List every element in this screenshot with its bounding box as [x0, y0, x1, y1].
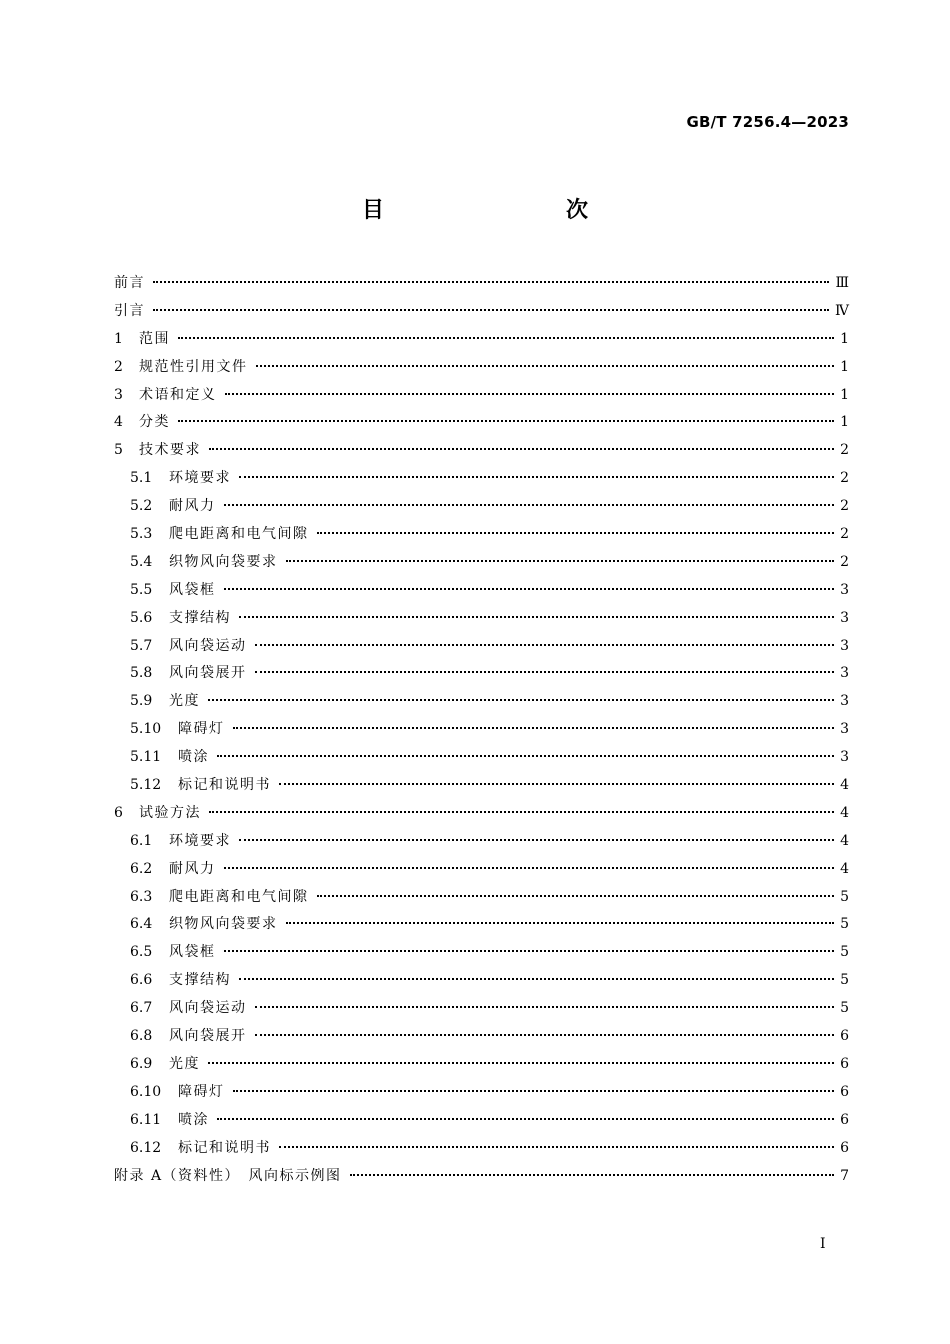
toc-entry-page: 6 [840, 1111, 849, 1128]
toc-entry[interactable] [114, 911, 849, 939]
toc-entry-page: 3 [840, 637, 849, 654]
toc-entry-page: 4 [840, 860, 849, 877]
toc-entry-page: 6 [840, 1055, 849, 1072]
toc-entry-label: 技术要求 [139, 442, 201, 459]
toc-dot-leader [255, 671, 835, 673]
toc-dot-leader [224, 588, 835, 590]
toc-entry-label: 附录 A（资料性） 风向标示例图 [114, 1167, 342, 1184]
toc-entry-page: 5 [840, 916, 849, 933]
toc-entry-label: 范围 [139, 330, 170, 347]
toc-entry-number: 5.5 [130, 581, 153, 598]
toc-entry-number: 6.5 [130, 944, 153, 961]
toc-entry-number: 6.7 [130, 1000, 153, 1017]
toc-entry-number: 6.2 [130, 860, 153, 877]
toc-dot-leader [239, 476, 834, 478]
toc-entry[interactable] [114, 1023, 849, 1051]
toc-entry-label: 爬电距离和电气间隙 [169, 888, 309, 905]
toc-entry-number: 5.10 [130, 721, 162, 738]
toc-entry[interactable] [114, 1163, 849, 1191]
toc-dot-leader [255, 644, 835, 646]
toc-dot-leader [255, 1034, 835, 1036]
toc-entry-number: 6.12 [130, 1139, 162, 1156]
toc-entry-label: 环境要求 [169, 470, 231, 487]
toc-entry[interactable] [114, 549, 849, 577]
toc-entry-page: 4 [840, 804, 849, 821]
toc-entry-label: 风向袋展开 [169, 1028, 247, 1045]
toc-entry-number: 6.1 [130, 832, 153, 849]
toc-entry[interactable] [114, 800, 849, 828]
toc-entry[interactable] [114, 354, 849, 382]
toc-entry-label: 风袋框 [169, 581, 216, 598]
toc-entry-page: 2 [840, 526, 849, 543]
toc-entry-label: 支撑结构 [169, 972, 231, 989]
toc-entry-label: 风向袋运动 [169, 1000, 247, 1017]
toc-entry[interactable] [114, 409, 849, 437]
toc-entry[interactable] [114, 326, 849, 354]
toc-entry-page: 2 [840, 553, 849, 570]
page-number: Ⅰ [820, 1236, 826, 1252]
toc-entry[interactable] [114, 744, 849, 772]
toc-entry-page: 3 [840, 609, 849, 626]
toc-entry-label: 规范性引用文件 [139, 358, 248, 375]
toc-dot-leader [233, 1090, 835, 1092]
toc-entry[interactable] [114, 465, 849, 493]
toc-entry[interactable] [114, 856, 849, 884]
page-title: 目 次 [361, 198, 634, 223]
toc-entry-label: 耐风力 [169, 498, 216, 515]
toc-dot-leader [217, 755, 834, 757]
toc-entry-number: 5.3 [130, 526, 153, 543]
toc-dot-leader [217, 1118, 834, 1120]
toc-dot-leader [224, 504, 835, 506]
toc-dot-leader [208, 699, 834, 701]
toc-entry-page: 4 [840, 777, 849, 794]
toc-dot-leader [153, 281, 829, 283]
toc-entry[interactable] [114, 1079, 849, 1107]
toc-entry-label: 障碍灯 [178, 1083, 225, 1100]
toc-entry-page: 3 [840, 749, 849, 766]
toc-entry[interactable] [114, 298, 849, 326]
toc-entry-page: 1 [840, 414, 849, 431]
toc-entry-number: 5.2 [130, 498, 153, 515]
toc-entry-number: 6.4 [130, 916, 153, 933]
toc-entry-label: 标记和说明书 [178, 1139, 271, 1156]
toc-dot-leader [239, 616, 834, 618]
standard-code: GB/T 7256.4—2023 [686, 113, 849, 131]
toc-entry-label: 风向袋运动 [169, 637, 247, 654]
toc-entry-number: 1 [114, 330, 123, 347]
toc-entry-number: 5 [114, 442, 123, 459]
toc-entry-label: 分类 [139, 414, 170, 431]
toc-entry-number: 5.9 [130, 693, 153, 710]
toc-entry-page: Ⅳ [835, 302, 849, 319]
toc-entry[interactable] [114, 828, 849, 856]
toc-entry-label: 光度 [169, 693, 200, 710]
toc-dot-leader [239, 839, 834, 841]
toc-entry-number: 6.6 [130, 972, 153, 989]
toc-entry-page: 1 [840, 386, 849, 403]
toc-entry[interactable] [114, 967, 849, 995]
toc-dot-leader [279, 783, 834, 785]
toc-entry-page: 1 [840, 330, 849, 347]
toc-entry-label: 支撑结构 [169, 609, 231, 626]
toc-entry-label: 术语和定义 [139, 386, 217, 403]
toc-entry-number: 6.9 [130, 1055, 153, 1072]
toc-entry-label: 喷涂 [178, 1111, 209, 1128]
toc-entry-label: 前言 [114, 275, 145, 291]
toc-entry[interactable] [114, 884, 849, 912]
toc-entry-page: 3 [840, 665, 849, 682]
toc-entry-label: 织物风向袋要求 [169, 553, 278, 570]
toc-entry-number: 5.12 [130, 777, 162, 794]
toc-dot-leader [317, 895, 835, 897]
toc-entry-label: 织物风向袋要求 [169, 916, 278, 933]
toc-entry-label: 耐风力 [169, 860, 216, 877]
toc-dot-leader [286, 922, 835, 924]
toc-entry-number: 5.1 [130, 470, 153, 487]
toc-entry-number: 6.11 [130, 1111, 162, 1128]
toc-entry[interactable] [114, 270, 849, 298]
toc-entry-page: 7 [840, 1167, 849, 1184]
toc-dot-leader [178, 420, 834, 422]
toc-dot-leader [224, 950, 835, 952]
toc-entry-page: 2 [840, 498, 849, 515]
toc-entry-number: 5.4 [130, 553, 153, 570]
toc-entry[interactable] [114, 633, 849, 661]
toc-dot-leader [279, 1146, 834, 1148]
toc-dot-leader [256, 365, 835, 367]
toc-entry[interactable] [114, 1107, 849, 1135]
toc-dot-leader [209, 448, 834, 450]
toc-entry-number: 6 [114, 804, 123, 821]
toc-dot-leader [317, 532, 835, 534]
toc-entry[interactable] [114, 1051, 849, 1079]
toc-entry-label: 试验方法 [139, 804, 201, 821]
toc-dot-leader [286, 560, 835, 562]
toc-entry[interactable] [114, 437, 849, 465]
toc-entry-label: 标记和说明书 [178, 777, 271, 794]
toc-entry-page: 6 [840, 1139, 849, 1156]
toc-entry-number: 5.11 [130, 749, 162, 766]
toc-entry-page: 5 [840, 1000, 849, 1017]
toc-dot-leader [255, 1006, 835, 1008]
toc-entry-page: 6 [840, 1083, 849, 1100]
toc-entry[interactable] [114, 716, 849, 744]
toc-dot-leader [208, 1062, 834, 1064]
toc-dot-leader [350, 1174, 835, 1176]
toc-entry-page: Ⅲ [835, 275, 849, 291]
toc-entry-label: 喷涂 [178, 749, 209, 766]
toc-entry[interactable] [114, 382, 849, 410]
toc-entry-page: 2 [840, 442, 849, 459]
toc-dot-leader [239, 978, 834, 980]
toc-entry[interactable] [114, 772, 849, 800]
toc-entry[interactable] [114, 493, 849, 521]
toc-entry-page: 3 [840, 693, 849, 710]
toc-entry[interactable] [114, 521, 849, 549]
toc-entry-number: 6.3 [130, 888, 153, 905]
toc-entry[interactable] [114, 688, 849, 716]
toc-entry-number: 5.8 [130, 665, 153, 682]
toc-entry-number: 5.7 [130, 637, 153, 654]
toc-entry-number: 6.8 [130, 1028, 153, 1045]
toc-entry-page: 1 [840, 358, 849, 375]
toc-entry[interactable] [114, 939, 849, 967]
toc-entry-label: 障碍灯 [178, 721, 225, 738]
toc-entry-page: 3 [840, 721, 849, 738]
toc-dot-leader [233, 727, 835, 729]
toc-entry-page: 3 [840, 581, 849, 598]
toc-dot-leader [224, 867, 835, 869]
toc-entry-page: 5 [840, 888, 849, 905]
toc-entry-label: 爬电距离和电气间隙 [169, 526, 309, 543]
toc-entry[interactable] [114, 660, 849, 688]
toc-entry[interactable] [114, 577, 849, 605]
toc-entry-page: 2 [840, 470, 849, 487]
toc-entry-page: 6 [840, 1028, 849, 1045]
toc-entry-page: 4 [840, 832, 849, 849]
toc-entry-label: 引言 [114, 302, 145, 319]
table-of-contents [114, 270, 849, 1190]
toc-entry-page: 5 [840, 972, 849, 989]
toc-entry-number: 4 [114, 414, 123, 431]
toc-entry-label: 风袋框 [169, 944, 216, 961]
toc-entry-number: 2 [114, 358, 123, 375]
toc-entry[interactable] [114, 605, 849, 633]
toc-dot-leader [225, 393, 835, 395]
toc-entry-label: 环境要求 [169, 832, 231, 849]
toc-entry[interactable] [114, 995, 849, 1023]
toc-entry-number: 6.10 [130, 1083, 162, 1100]
toc-entry-number: 5.6 [130, 609, 153, 626]
toc-dot-leader [153, 309, 829, 311]
toc-entry-page: 5 [840, 944, 849, 961]
toc-dot-leader [178, 337, 834, 339]
toc-entry-number: 3 [114, 386, 123, 403]
toc-entry[interactable] [114, 1135, 849, 1163]
toc-entry-label: 风向袋展开 [169, 665, 247, 682]
toc-entry-label: 光度 [169, 1055, 200, 1072]
toc-dot-leader [209, 811, 834, 813]
